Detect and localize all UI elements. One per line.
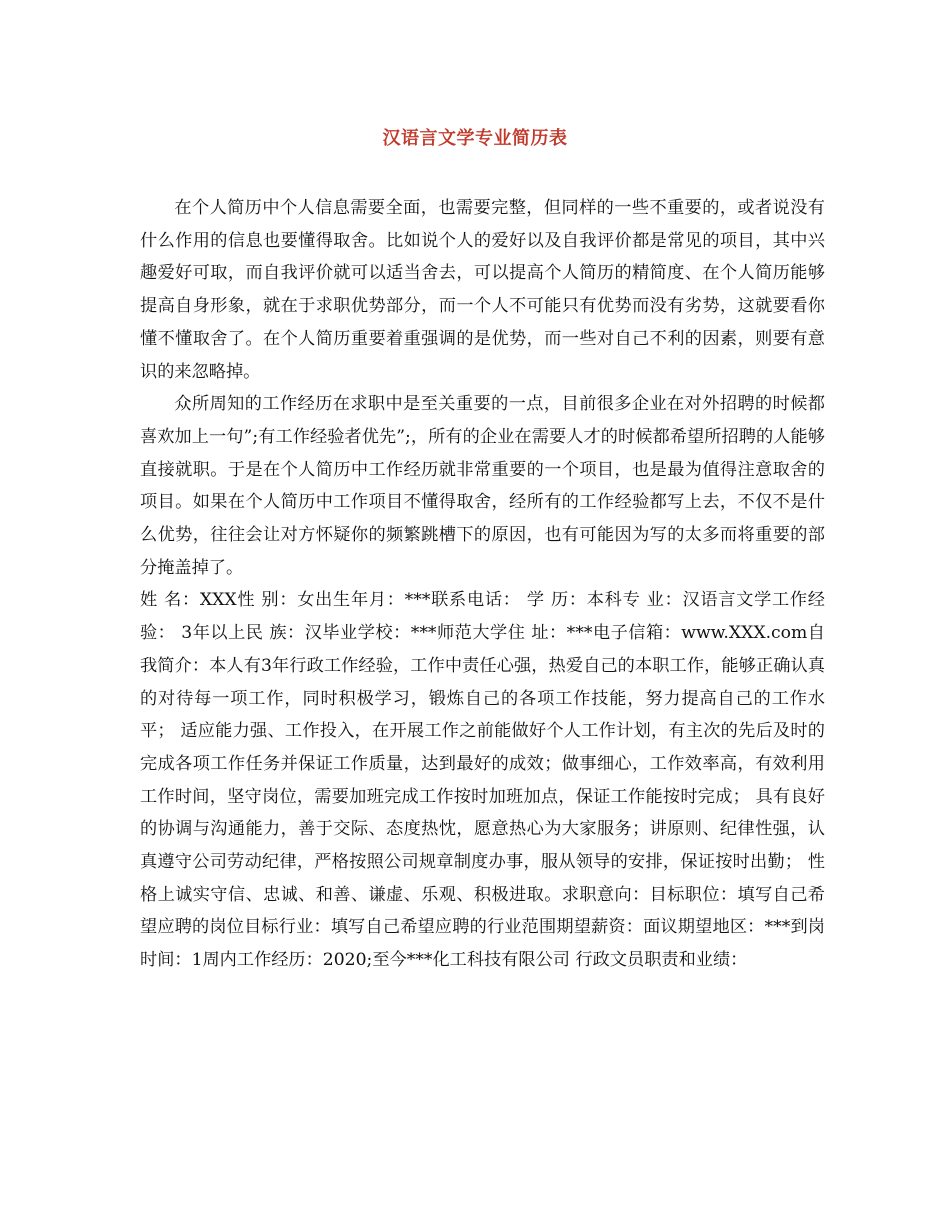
document-body	[140, 192, 825, 977]
intro-paragraph: 在个人简历中个人信息需要全面，也需要完整，但同样的一些不重要的，或者说没有什么作用的信息也要懂得取舍。比如说个人的爱好以及自我评价都是常见的项目，其中兴趣爱好可取，而自我评价就可以适当舍去，可以提高个人简历的精简度、在个人简历能够提高自身形象，就在于求职优势部分，而一个人不可能只有优势而没有劣势，这就要看你懂不懂取舍了。在个人简历重要着重强调的是优势，而一些对自己不利的因素，则要有意识的来忽略掉。	[140, 198, 825, 382]
resume-details-paragraph: 姓 名：XXX性 别：女出生年月：***联系电话： 学 历：本科专 业：汉语言文学工作经验： 3年以上民 族：汉毕业学校：***师范大学住 址：***电子信箱：www.XXX.com自我简介：本人有3年行政工作经验，工作中责任心强，热爱自己的本职工作，能够正确认真的对待每一项工作，同时积极学习，锻炼自己的各项工作技能，努力提高自己的工作水平； 适应能力强、工作投入，在开展工作之前能做好个人工作计划，有主次的先后及时的完成各项工作任务并保证工作质量，达到最好的成效；做事细心，工作效率高，有效利用工作时间，坚守岗位，需要加班完成工作按时加班加点，保证工作能按时完成； 具有良好的协调与沟通能力，善于交际、态度热忱，愿意热心为大家服务；讲原则、纪律性强，认真遵守公司劳动纪律，严格按照公司规章制度办事，服从领导的安排，保证按时出勤； 性格上诚实守信、忠诚、和善、谦虚、乐观、积极进取。求职意向：目标职位：填写自己希望应聘的岗位目标行业：填写自己希望应聘的行业范围期望薪资：面议期望地区：***到岗时间：1周内工作经历：2020;至今***化工科技有限公司 行政文员职责和业绩：	[140, 590, 825, 971]
document-title: 汉语言文学专业简历表	[382, 128, 568, 149]
work-experience-paragraph: 众所周知的工作经历在求职中是至关重要的一点，目前很多企业在对外招聘的时候都喜欢加上一句”;有工作经验者优先”;，所有的企业在需要人才的时候都希望所招聘的人能够直接就职。于是在个人简历中工作经历就非常重要的一个项目，也是最为值得注意取舍的项目。如果在个人简历中工作项目不懂得取舍，经所有的工作经验都写上去，不仅不是什么优势，往往会让对方怀疑你的频繁跳槽下的原因，也有可能因为写的太多而将重要的部分掩盖掉了。	[140, 394, 825, 578]
